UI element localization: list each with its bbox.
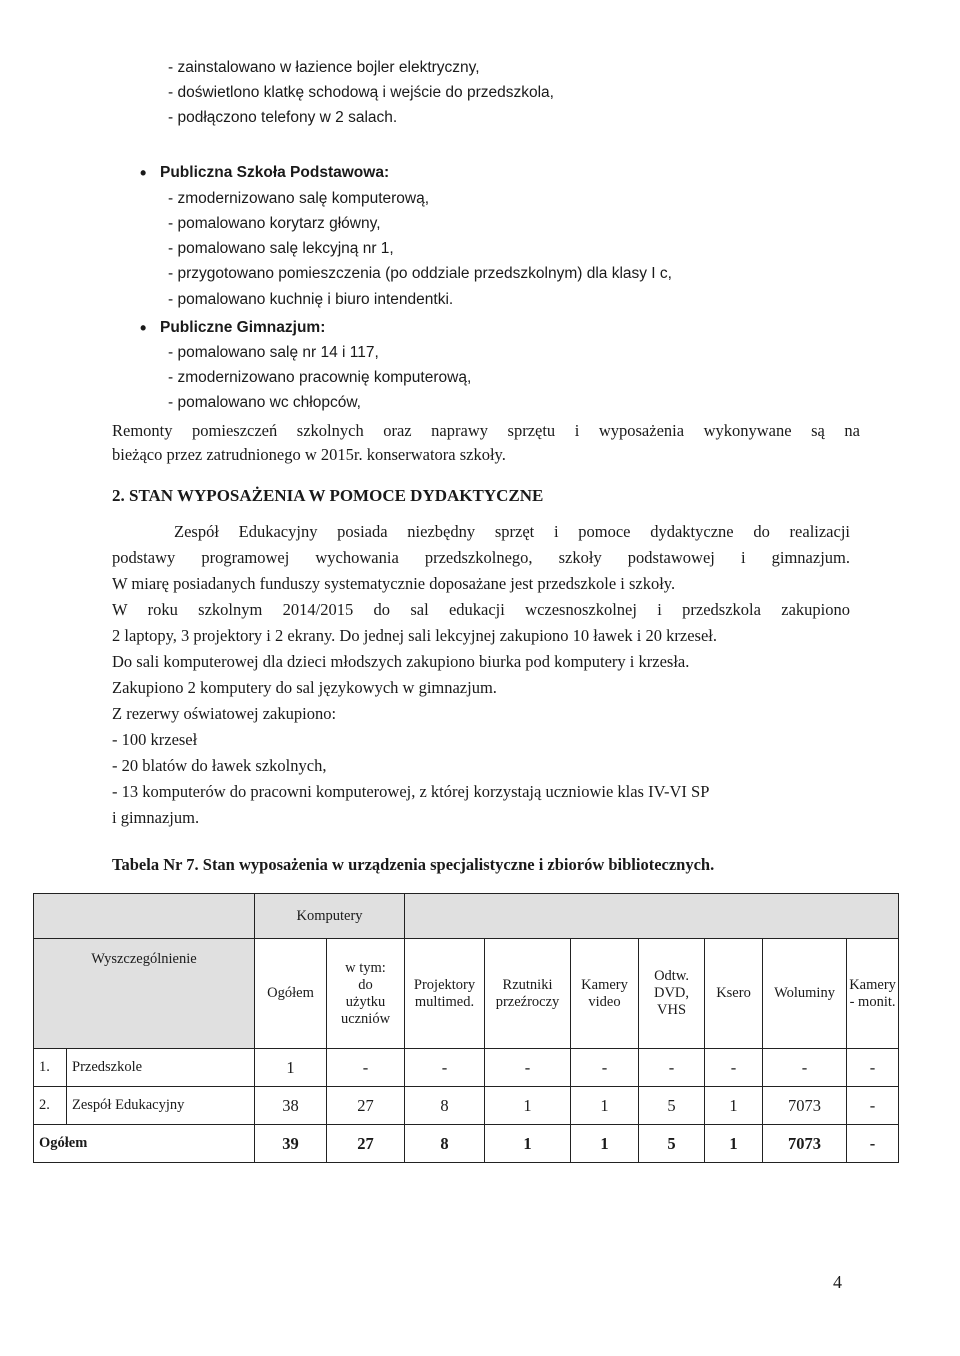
row-lp: 1. — [34, 1049, 67, 1087]
row-kamery-monit: - — [847, 1049, 899, 1087]
odtw-line-3: VHS — [657, 1002, 687, 1018]
header-woluminy: Woluminy — [763, 939, 847, 1049]
gimnazjum-item-3: - pomalowano wc chłopców, — [168, 394, 361, 411]
section-2-line-1: Zespół Edukacyjny posiada niezbędny sprzęt i pomoce dydaktyczne do realizacji — [174, 522, 850, 541]
section-2-line-9: - 100 krzeseł — [112, 730, 198, 749]
total-projektory: 8 — [405, 1125, 485, 1163]
school-item-4: - przygotowano pomieszczenia (po oddziale przedszkolnym) dla klasy I c, — [168, 265, 672, 282]
row-odtw: - — [639, 1049, 705, 1087]
table-row — [34, 1049, 899, 1087]
row-ogolem: 38 — [255, 1087, 327, 1125]
header-ksero: Ksero — [705, 939, 763, 1049]
intro-line-3: - podłączono telefony w 2 salach. — [168, 109, 398, 126]
total-woluminy: 7073 — [763, 1125, 847, 1163]
remont-note-line-1: Remonty pomieszczeń szkolnych oraz naprawy sprzętu i wyposażenia wykonywane są na — [112, 421, 860, 440]
section-2-line-8: Z rezerwy oświatowej zakupiono: — [112, 704, 337, 723]
kamery-video-line-2: video — [588, 993, 621, 1010]
header-projektory — [405, 939, 485, 1049]
header-rzutniki — [485, 939, 571, 1049]
w-tym-line-3: użytku — [345, 993, 386, 1010]
row-ksero: 1 — [705, 1087, 763, 1125]
intro-line-2: - doświetlono klatkę schodową i wejście do przedszkola, — [168, 84, 554, 101]
header-spacer — [405, 894, 899, 939]
rzutniki-line-2: przeźroczy — [495, 993, 560, 1010]
row-ogolem: 1 — [255, 1049, 327, 1087]
school-item-5: - pomalowano kuchnię i biuro intendentki. — [168, 291, 454, 308]
school-item-3: - pomalowano salę lekcyjną nr 1, — [168, 240, 394, 257]
section-2-line-2: podstawy programowej wychowania przedszkolnego, szkoły podstawowej i gimnazjum. — [112, 548, 850, 567]
w-tym-line-1: w tym: — [345, 959, 386, 976]
school-item-2: - pomalowano korytarz główny, — [168, 215, 381, 232]
section-2-line-5: 2 laptopy, 3 projektory i 2 ekrany. Do jednej sali lekcyjnej zakupiono 10 ławek i 20 krzeseł. — [112, 626, 717, 645]
odtw-line-1: Odtw. — [654, 968, 689, 984]
school-item-1: - zmodernizowano salę komputerową, — [168, 190, 430, 207]
row-rzutniki: 1 — [485, 1087, 571, 1125]
header-empty-cell — [34, 894, 255, 939]
row-w-tym: 27 — [327, 1087, 405, 1125]
table-total-row — [34, 1125, 899, 1163]
row-woluminy: - — [763, 1049, 847, 1087]
row-w-tym: - — [327, 1049, 405, 1087]
total-w-tym: 27 — [327, 1125, 405, 1163]
row-kamery-monit: - — [847, 1087, 899, 1125]
total-kamery-monit: - — [847, 1125, 899, 1163]
row-ksero: - — [705, 1049, 763, 1087]
section-2-heading: 2. STAN WYPOSAŻENIA W POMOCE DYDAKTYCZNE — [112, 486, 544, 505]
header-wyszczegolnienie-label: Wyszczególnienie — [91, 951, 197, 967]
header-kamery-monit — [847, 939, 899, 1049]
row-projektory: 8 — [405, 1087, 485, 1125]
row-kamery-video: 1 — [571, 1087, 639, 1125]
row-odtw: 5 — [639, 1087, 705, 1125]
gimnazjum-item-1: - pomalowano salę nr 14 i 117, — [168, 344, 379, 361]
intro-line-1: - zainstalowano w łazience bojler elektryczny, — [168, 59, 480, 76]
header-odtw — [639, 939, 705, 1049]
row-projektory: - — [405, 1049, 485, 1087]
table-caption: Tabela Nr 7. Stan wyposażenia w urządzenia specjalistyczne i zbiorów bibliotecznych. — [112, 855, 715, 874]
kamery-monit-line-1: Kamery — [849, 976, 896, 993]
row-rzutniki: - — [485, 1049, 571, 1087]
remont-note-line-2: bieżąco przez zatrudnionego w 2015r. konserwatora szkoły. — [112, 445, 506, 464]
rzutniki-line-1: Rzutniki — [502, 976, 553, 993]
page-number: 4 — [833, 1272, 842, 1292]
total-ksero: 1 — [705, 1125, 763, 1163]
w-tym-line-2: do — [358, 976, 373, 993]
projektory-line-1: Projektory — [413, 976, 476, 993]
kamery-monit-line-2: - monit. — [849, 993, 896, 1010]
row-kamery-video: - — [571, 1049, 639, 1087]
row-woluminy: 7073 — [763, 1087, 847, 1125]
header-komputery: Komputery — [255, 894, 405, 939]
table-row — [34, 1087, 899, 1125]
header-ogolem: Ogółem — [255, 939, 327, 1049]
section-2-line-11: - 13 komputerów do pracowni komputerowej, z której korzystają uczniowie klas IV-VI SP — [112, 782, 710, 801]
gimnazjum-heading: • Publiczne Gimnazjum: — [160, 318, 325, 338]
total-ogolem: 39 — [255, 1125, 327, 1163]
row-lp: 2. — [34, 1087, 67, 1125]
total-rzutniki: 1 — [485, 1125, 571, 1163]
section-2-line-4: W roku szkolnym 2014/2015 do sal edukacji wczesnoszkolnej i przedszkola zakupiono — [112, 600, 850, 619]
header-w-tym — [327, 939, 405, 1049]
w-tym-line-4: uczniów — [340, 1010, 391, 1027]
odtw-line-2: DVD, — [653, 985, 690, 1001]
projektory-line-2: multimed. — [414, 993, 475, 1010]
row-name: Zespół Edukacyjny — [67, 1087, 255, 1125]
kamery-video-line-1: Kamery — [581, 976, 628, 993]
total-label: Ogółem — [34, 1125, 255, 1163]
school-heading: • Publiczna Szkoła Podstawowa: — [160, 163, 389, 183]
section-2-line-10: - 20 blatów do ławek szkolnych, — [112, 756, 327, 775]
header-kamery-video — [571, 939, 639, 1049]
gimnazjum-item-2: - zmodernizowano pracownię komputerową, — [168, 369, 472, 386]
header-wyszczegolnienie — [34, 939, 255, 1049]
section-2-line-7: Zakupiono 2 komputery do sal językowych w gimnazjum. — [112, 678, 497, 697]
section-2-line-6: Do sali komputerowej dla dzieci młodszych zakupiono biurka pod komputery i krzesła. — [112, 652, 690, 671]
total-odtw: 5 — [639, 1125, 705, 1163]
total-kamery-video: 1 — [571, 1125, 639, 1163]
section-2-line-3: W miarę posiadanych funduszy systematycznie doposażane jest przedszkole i szkoły. — [112, 574, 676, 593]
row-name: Przedszkole — [67, 1049, 255, 1087]
section-2-line-12: i gimnazjum. — [112, 808, 200, 827]
equipment-table — [33, 893, 899, 1163]
